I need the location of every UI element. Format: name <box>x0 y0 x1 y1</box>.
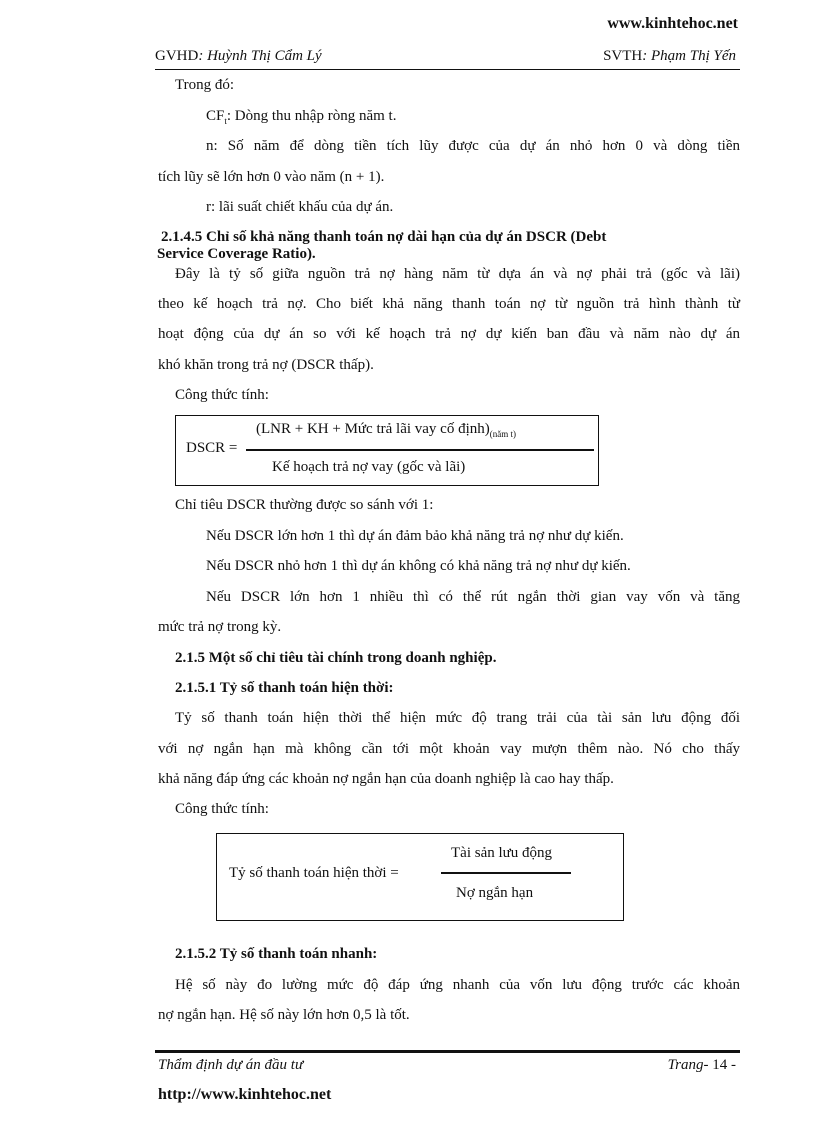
dscr-lhs: DSCR = <box>186 440 238 456</box>
para-dscr-1: Đây là tỷ số giữa nguồn trả nợ hàng năm từ dựa án và nợ phải trả (gốc và lãi) <box>175 266 740 282</box>
heading-2151: 2.1.5.1 Tỷ số thanh toán hiện thời: <box>175 680 394 696</box>
current-ratio-numerator: Tài sản lưu động <box>451 845 553 861</box>
dscr-denominator: Kế hoạch trả nợ vay (gốc và lãi) <box>272 459 466 475</box>
heading-2152: 2.1.5.2 Tỷ số thanh toán nhanh: <box>175 946 378 962</box>
current-ratio-denominator: Nợ ngắn hạn <box>456 885 534 901</box>
dscr-numerator-sub: (năm t) <box>489 429 516 439</box>
cf-sub: t <box>224 116 227 126</box>
formula-label-2: Công thức tính: <box>175 801 269 817</box>
footer-title: Thẩm định dự án đầu tư <box>158 1057 304 1073</box>
para-compare: Chỉ tiêu DSCR thường được so sánh với 1: <box>175 497 434 513</box>
gvhd-name: : Huỳnh Thị Cẩm Lý <box>198 48 322 64</box>
heading-215: 2.1.5 Một số chỉ tiêu tài chính trong doanh nghiệp. <box>175 650 497 666</box>
header-svth <box>603 48 736 65</box>
heading-2145-line2: Service Coverage Ratio). <box>157 246 316 262</box>
para-dscr-3: hoạt động của dự án so với kế hoạch trả nợ dự kiến ban đầu và năm nào dự án <box>158 326 740 342</box>
current-ratio-fraction-bar <box>441 872 571 874</box>
cf-definition <box>206 108 396 126</box>
para-greater: Nếu DSCR lớn hơn 1 thì dự án đảm bảo khả năng trả nợ như dự kiến. <box>206 528 624 544</box>
para-current-2: với nợ ngắn hạn mà không cần tới một khoản vay mượn thêm nào. Nó cho thấy <box>158 741 740 757</box>
para-dscr-4: khó khăn trong trả nợ (DSCR thấp). <box>158 357 374 373</box>
dscr-numerator-text: (LNR + KH + Mức trả lãi vay cố định) <box>256 421 490 437</box>
footer-page-label: Trang <box>667 1057 704 1073</box>
formula-label-1: Công thức tính: <box>175 387 269 403</box>
dscr-fraction-bar <box>246 449 594 451</box>
para-current-3: khả năng đáp ứng các khoản nợ ngắn hạn của doanh nghiệp là cao hay thấp. <box>158 771 614 787</box>
para-current-1: Tỷ số thanh toán hiện thời thể hiện mức độ trang trải của tài sản lưu động đối <box>175 710 740 726</box>
para-quick-1: Hệ số này đo lường mức độ đáp ứng nhanh của vốn lưu động trước các khoản <box>175 977 740 993</box>
svth-label: SVTH <box>603 48 643 64</box>
gvhd-label: GVHD <box>155 48 199 64</box>
current-ratio-lhs: Tỷ số thanh toán hiện thời = <box>229 865 399 881</box>
para-quick-2: nợ ngắn hạn. Hệ số này lớn hơn 0,5 là tốt. <box>158 1007 410 1023</box>
header-gvhd <box>155 48 322 65</box>
trong-do: Trong đó: <box>175 77 235 93</box>
footer-page <box>668 1057 736 1074</box>
header-rule <box>155 69 740 70</box>
para-much-greater-1: Nếu DSCR lớn hơn 1 nhiều thì có thể rút ngắn thời gian vay vốn và tăng <box>206 589 740 605</box>
dscr-numerator <box>256 421 516 439</box>
svth-name: : Phạm Thị Yến <box>642 48 736 64</box>
footer-rule <box>155 1050 740 1053</box>
r-definition: r: lãi suất chiết khấu của dự án. <box>206 199 394 215</box>
cf-def: : Dòng thu nhập ròng năm t. <box>226 108 397 124</box>
cf-symbol: CF <box>206 108 225 124</box>
heading-2145-line1: 2.1.4.5 Chỉ số khả năng thanh toán nợ dài hạn của dự án DSCR (Debt <box>161 229 607 245</box>
para-much-greater-2: mức trả nợ trong kỳ. <box>158 619 282 635</box>
footer-page-number: - 14 - <box>703 1057 736 1073</box>
footer-url[interactable]: http://www.kinhtehoc.net <box>158 1086 332 1103</box>
n-definition-2: tích lũy sẽ lớn hơn 0 vào năm (n + 1). <box>158 169 385 185</box>
n-definition-1: n: Số năm để dòng tiền tích lũy được của dự án nhỏ hơn 0 và dòng tiền <box>206 138 740 154</box>
para-dscr-2: theo kế hoạch trả nợ. Cho biết khả năng thanh toán nợ từ nguồn trả hình thành từ <box>158 296 740 312</box>
para-less: Nếu DSCR nhỏ hơn 1 thì dự án không có khả năng trả nợ như dự kiến. <box>206 558 631 574</box>
header-site: www.kinhtehoc.net <box>607 15 738 32</box>
